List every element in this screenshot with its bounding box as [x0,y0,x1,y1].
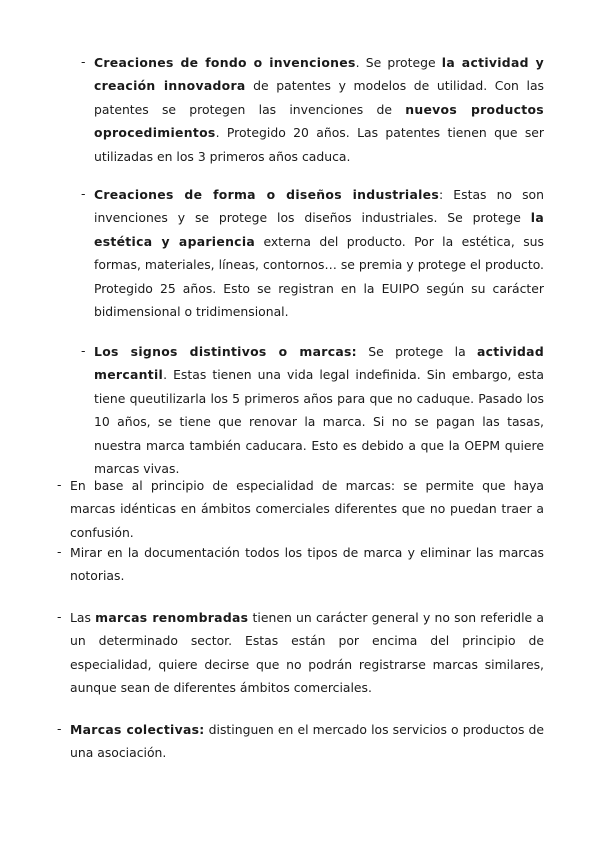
list-dash: - [57,609,62,624]
text: : Estas no son invenciones y se protege los diseños industriales. Se protege [94,187,544,226]
list-dash: - [81,54,86,69]
paragraph [70,541,544,588]
paragraph [94,183,544,323]
list-item-especialidad [57,474,544,544]
text: de patentes y modelos de utilidad. Con las patentes se protegen las invenciones de [94,78,544,117]
bold-text: Creaciones de fondo o invenciones [94,55,356,70]
list-item-renombradas [57,606,544,700]
list-item-marcas [81,340,545,480]
text: Las [70,610,96,625]
text: Se protege la [356,344,477,359]
text: . Protegido 20 años. Las patentes tienen que ser utilizadas en los 3 primeros años caduca. [94,125,544,164]
text: . Se protege [355,55,442,70]
paragraph [70,474,544,544]
bold-text: actividad mercantil [94,344,545,383]
bold-text: Marcas colectivas: [70,722,205,737]
bold-text: marcas renombradas [95,610,249,625]
paragraph [70,606,544,700]
list-item-documentacion [57,541,544,588]
list-dash: - [81,186,86,201]
text: . Estas tienen una vida legal indefinida. Sin embargo, esta tiene queutilizarla los 5 primeros años para que no caduque. Pasado los 10 años, se tiene que renovar la marca. Si no se pagan las tasas, nuestra marca también caducara. Esto es debido a que la OEPM quiere marcas vivas. [94,367,544,477]
bold-text: Los signos distintivos o marcas: [94,344,357,359]
list-item-colectivas [57,718,544,765]
bold-text: la actividad y creación innovadora [94,55,544,94]
paragraph [94,340,544,480]
text: externa del producto. Por la estética, sus formas, materiales, líneas, contornos… se premia y protege el producto. Protegido 25 años. Esto se registran en la EUIPO según su carácter bidimensional o tridimensional. [94,233,544,320]
text: Mirar en la documentación todos los tipos de marca y eliminar las marcas notorias. [70,545,544,584]
list-dash: - [57,721,62,736]
list-dash: - [57,477,62,492]
list-dash: - [57,544,62,559]
list-dash: - [81,343,86,358]
text: En base al principio de especialidad de marcas: se permite que haya marcas idénticas en ámbitos comerciales diferentes que no puedan traer a confusión. [70,478,544,540]
bold-text: la estética y apariencia [94,210,544,249]
bold-text: Creaciones de forma o diseños industriales [94,187,440,202]
text: distinguen en el mercado los servicios o productos de una asociación. [70,722,544,761]
text: tienen un carácter general y no son referidle a un determinado sector. Estas están por encima del principio de especialidad, quiere decirse que no podrán registrarse marcas similares, aunque sean de diferentes ámbitos comerciales. [70,610,544,696]
list-item-invenciones [81,51,544,168]
list-item-disenos [81,183,544,323]
paragraph [94,51,544,168]
bold-text: nuevos productos oprocedimientos [94,101,544,141]
paragraph [70,718,544,765]
